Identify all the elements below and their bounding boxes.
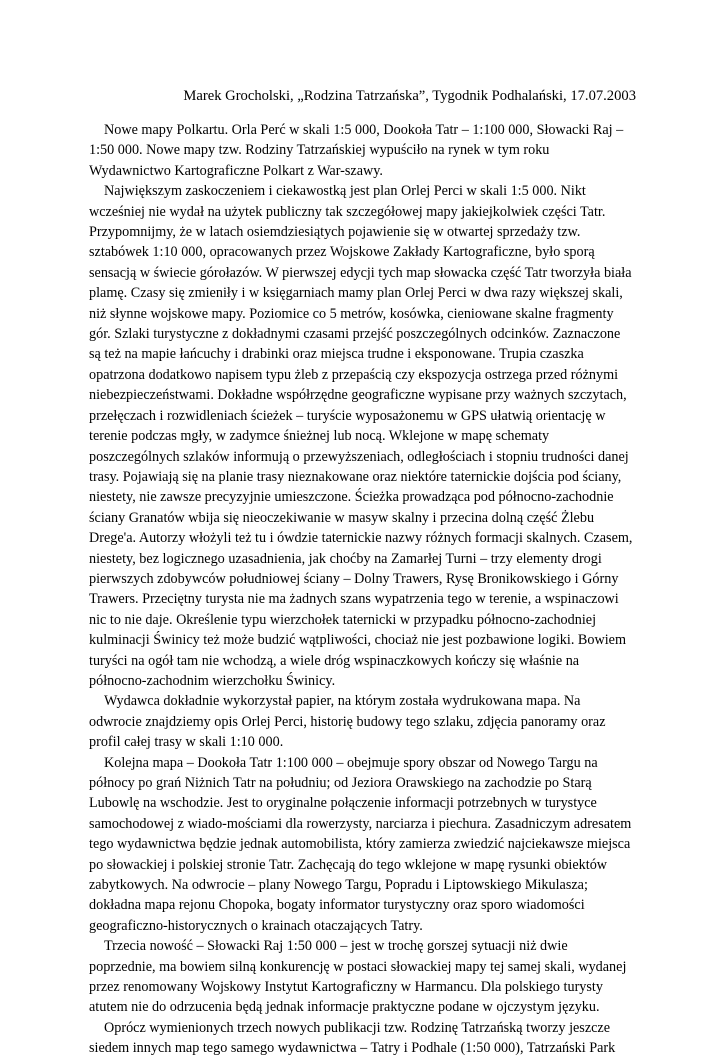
article-body	[89, 120, 634, 1059]
paragraph-publisher-paper: Wydawca dokładnie wykorzystał papier, na którym została wydrukowana mapa. Na odwrocie znajdziemy opis Orlej Perci, historię budowy tego szlaku, zdjęcia panoramy oraz profil całej trasy w skali 1:10 000.	[89, 693, 606, 751]
paragraph-other-maps: Oprócz wymienionych trzech nowych publikacji tzw. Rodzinę Tatrzańską tworzy jeszcze siedem innych map tego samego wydawnictwa – Tatry i Podhale (1:50 000), Tatrzański Park	[89, 1019, 616, 1057]
paragraph-orla-perc: Największym zaskoczeniem i ciekawostką jest plan Orlej Perci w skali 1:5 000. Nikt wcześniej nie wydał na użytek publiczny tak szczegółowej mapy jakiejkolwiek części Tatr. Przypomnijmy, że w latach osiemdziesiątych pojawienie się w otwartej sprzedaży tzw. sztabówek 1:10 000, opracowanych przez Wojskowe Zakłady Kartograficzne, było sporą sensacją w świecie górołazów. W pierwszej edycji tych map słowacka część Tatr tworzyła biała plamę. Czasy się zmieniły i w księgarniach mamy plan Orlej Perci w dwa razy większej skali, niż słynne wojskowe mapy. Poziomice co 5 metrów, kosówka, cieniowane skalne fragmenty gór. Szlaki turystyczne z dokładnymi czasami przejść poszczególnych odcinków. Zaznaczone są też na mapie łańcuchy i drabinki oraz miejsca trudne i eksponowane. Trupia czaszka opatrzona dodatkowo napisem typu żleb z przepaścią czy ekspozycja ostrzega przed różnymi niebezpieczeństwami. Dokładne współrzędne geograficzne wypisane przy ważnych szczytach, przełęczach i rozwidleniach ścieżek – turyście wyposażonemu w GPS ułatwią orientację w terenie podczas mgły, w zadymce śnieżnej lub nocą. Wklejone w mapę schematy poszczególnych szlaków informują o przewyższeniach, odległościach i stopniu trudności danej trasy. Pojawiają się na planie trasy nieznakowane oraz niektóre taternickie dojścia pod ściany, niestety, nie zawsze precyzyjnie umieszczone. Ścieżka prowadząca pod północno-zachodnie ściany Granatów wbija się nieoczekiwanie w masyw skalny i przecina dolną część Żlebu Drege'a. Autorzy włożyli też tu i ówdzie taternickie nazwy różnych formacji skalnych. Czasem, niestety, bez logicznego uzasadnienia, jak choćby na Zamarłej Turni – trzy elementy drogi pierwszych zdobywców południowej ściany – Dolny Trawers, Rysę Bronikowskiego i Górny Trawers. Przeciętny turysta nie ma żadnych szans wypatrzenia tego w terenie, a wspinaczowi nic to nie daje. Określenie typu wierzchołek taternicki w przypadku północno-zachodniej kulminacji Świnicy też może budzić wątpliwości, chociaż nie jest pozbawione logiki. Bowiem turyści na ogół tam nie wchodzą, a wiele dróg wspinaczkowych kończy się właśnie na północno-zachodnim wierzchołku Świnicy.	[89, 183, 633, 689]
article-citation: Marek Grocholski, „Rodzina Tatrzańska”, Tygodnik Podhalański, 17.07.2003	[183, 88, 636, 104]
paragraph-slowacki-raj: Trzecia nowość – Słowacki Raj 1:50 000 – jest w trochę gorszej sytuacji niż dwie poprzednie, ma bowiem silną konkurencję w postaci słowackiej mapy tej samej skali, wydanej przez renomowany Wojskowy Instytut Kartograficzny w Harmancu. Dla polskiego turysty atutem nie do odrzucenia będą jednak informacje praktyczne podane w ojczystym języku.	[89, 938, 627, 1016]
paragraph-dookola-tatr: Kolejna mapa – Dookoła Tatr 1:100 000 – obejmuje spory obszar od Nowego Targu na północy po grań Niżnich Tatr na południu; od Jeziora Orawskiego na zachodzie po Starą Lubowlę na wschodzie. Jest to oryginalne połączenie informacji potrzebnych w turystyce samochodowej z wiado-mościami dla rowerzysty, narciarza i piechura. Zasadniczym adresatem tego wydawnictwa będzie jednak automobilista, który zamierza zwiedzić najciekawsze miejsca po słowackiej i polskiej stronie Tatr. Zachęcają do tego wklejone w mapę rysunki obiektów zabytkowych. Na odwrocie – plany Nowego Targu, Popradu i Liptowskiego Mikulasza; dokładna mapa rejonu Chopoka, bogaty informator turystyczny oraz sporo wiadomości geograficzno-historycznych o krainach otaczających Tatry.	[89, 754, 632, 934]
paragraph-intro: Nowe mapy Polkartu. Orla Perć w skali 1:5 000, Dookoła Tatr – 1:100 000, Słowacki Raj – 1:50 000. Nowe mapy tzw. Rodziny Tatrzańskiej wypuściło na rynek w tym roku Wydawnictwo Kartograficzne Polkart z War-szawy.	[89, 122, 624, 179]
